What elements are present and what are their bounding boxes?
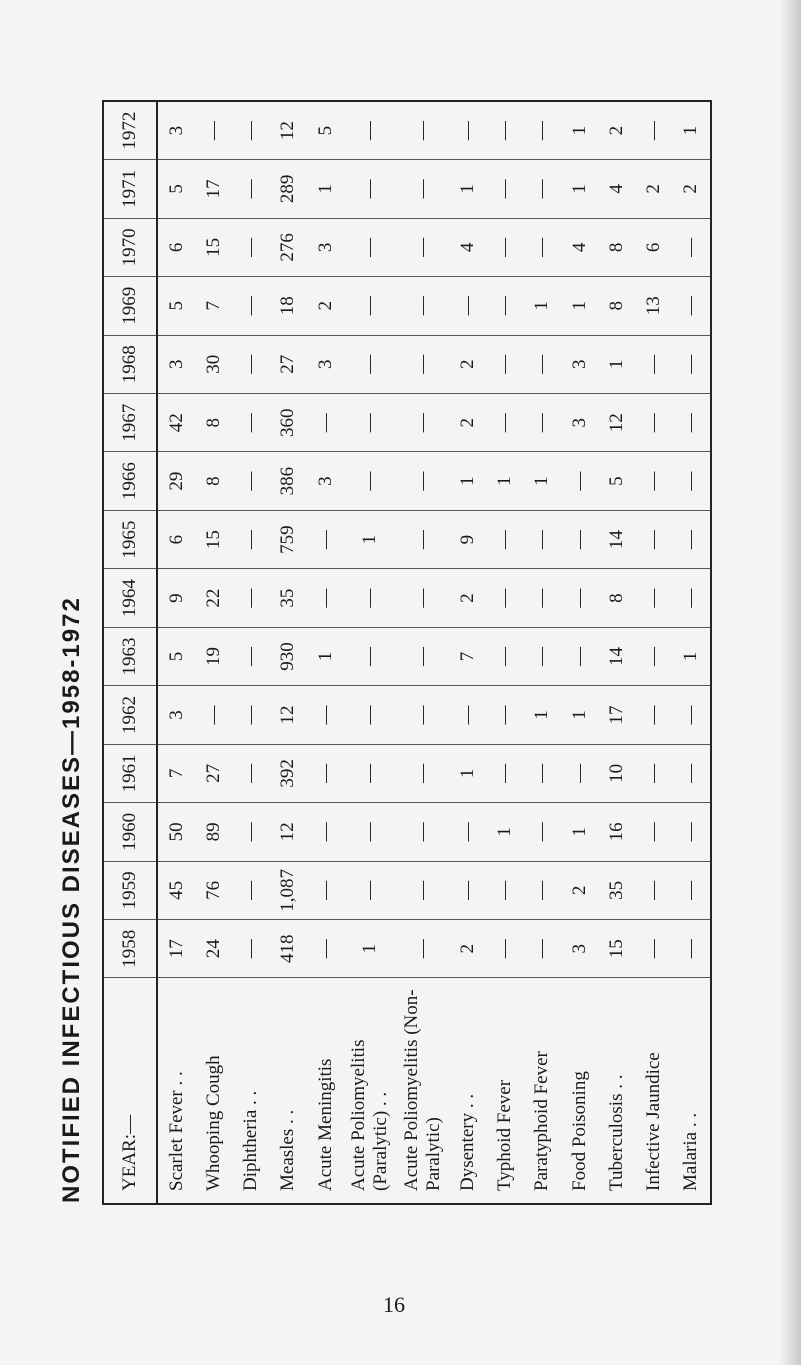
page-title: NOTIFIED INFECTIOUS DISEASES—1958-1972 (58, 596, 85, 1203)
case-count-cell: — (307, 510, 344, 568)
table-row (270, 101, 307, 1204)
case-count-cell: 27 (195, 744, 232, 802)
case-count-cell: — (344, 218, 397, 276)
case-count-cell: — (307, 861, 344, 919)
case-count-cell: — (233, 218, 270, 276)
case-count-cell: — (233, 920, 270, 978)
case-count-cell: 19 (195, 627, 232, 685)
case-count-cell: 13 (635, 277, 672, 335)
table-row (487, 101, 524, 1204)
case-count-cell: 1 (449, 744, 486, 802)
year-column-header: 1960 (103, 803, 157, 861)
case-count-cell: 12 (270, 686, 307, 744)
case-count-cell: — (487, 510, 524, 568)
case-count-cell: 1 (524, 277, 561, 335)
case-count-cell: 1 (561, 277, 598, 335)
case-count-cell: 5 (157, 627, 195, 685)
year-column-header: 1959 (103, 861, 157, 919)
year-column-header: 1962 (103, 686, 157, 744)
disease-name: Food Poisoning (568, 1071, 590, 1191)
disease-name: Whooping Cough (202, 1055, 224, 1191)
case-count-cell: 5 (307, 101, 344, 160)
case-count-cell: — (397, 920, 450, 978)
case-count-cell: — (397, 686, 450, 744)
case-count-cell: — (487, 627, 524, 685)
case-count-cell: 2 (449, 569, 486, 627)
case-count-cell: — (524, 510, 561, 568)
case-count-cell: 1,087 (270, 861, 307, 919)
case-count-cell: — (487, 218, 524, 276)
case-count-cell: — (233, 452, 270, 510)
disease-name: Measles . . (277, 1109, 299, 1191)
case-count-cell: 3 (157, 101, 195, 160)
table-row (561, 101, 598, 1204)
case-count-cell: — (233, 627, 270, 685)
case-count-cell: 6 (157, 510, 195, 568)
disease-name: Paratyphoid Fever (531, 1051, 553, 1191)
year-column-header: 1970 (103, 218, 157, 276)
case-count-cell: — (635, 803, 672, 861)
case-count-cell: — (307, 744, 344, 802)
disease-name: Acute Poliomyelitis (Paralytic) . . (348, 1039, 392, 1191)
case-count-cell: 1 (673, 627, 711, 685)
case-count-cell: — (561, 510, 598, 568)
table-row (673, 101, 711, 1204)
case-count-cell: 1 (598, 335, 635, 393)
case-count-cell: 1 (561, 686, 598, 744)
case-count-cell: 76 (195, 861, 232, 919)
case-count-cell: 17 (195, 160, 232, 218)
case-count-cell: 30 (195, 335, 232, 393)
case-count-cell: — (344, 393, 397, 451)
table-row (195, 101, 232, 1204)
case-count-cell: — (673, 861, 711, 919)
case-count-cell: 8 (195, 393, 232, 451)
case-count-cell: — (487, 335, 524, 393)
year-column-header: 1966 (103, 452, 157, 510)
case-count-cell: 17 (157, 920, 195, 978)
case-count-cell: 12 (598, 393, 635, 451)
case-count-cell: 24 (195, 920, 232, 978)
case-count-cell: — (233, 686, 270, 744)
case-count-cell: 2 (635, 160, 672, 218)
case-count-cell: — (397, 218, 450, 276)
case-count-cell: 4 (598, 160, 635, 218)
year-column-header: 1972 (103, 101, 157, 160)
case-count-cell: 8 (598, 277, 635, 335)
year-column-header: 1968 (103, 335, 157, 393)
case-count-cell: 1 (524, 686, 561, 744)
case-count-cell: — (307, 686, 344, 744)
case-count-cell: 7 (195, 277, 232, 335)
case-count-cell: — (233, 160, 270, 218)
disease-name: Scarlet Fever . . (165, 1071, 187, 1191)
disease-name: Malaria . . (680, 1112, 702, 1191)
year-column-header: 1964 (103, 569, 157, 627)
case-count-cell: 8 (598, 569, 635, 627)
disease-name: Tuberculosis . . (605, 1074, 627, 1191)
case-count-cell: — (233, 277, 270, 335)
case-count-cell: — (397, 393, 450, 451)
year-column-header: 1971 (103, 160, 157, 218)
case-count-cell: — (673, 803, 711, 861)
case-count-cell: — (449, 101, 486, 160)
case-count-cell: 3 (561, 920, 598, 978)
case-count-cell: 1 (673, 101, 711, 160)
case-count-cell: 6 (157, 218, 195, 276)
case-count-cell: — (635, 627, 672, 685)
case-count-cell: 1 (307, 627, 344, 685)
case-count-cell: — (397, 101, 450, 160)
case-count-cell: — (344, 744, 397, 802)
case-count-cell: 9 (157, 569, 195, 627)
case-count-cell: 1 (344, 920, 397, 978)
case-count-cell: 2 (449, 920, 486, 978)
case-count-cell: — (487, 744, 524, 802)
case-count-cell: — (233, 569, 270, 627)
case-count-cell: 3 (307, 335, 344, 393)
case-count-cell: — (344, 335, 397, 393)
case-count-cell: 276 (270, 218, 307, 276)
case-count-cell: — (673, 277, 711, 335)
case-count-cell: 12 (270, 101, 307, 160)
case-count-cell: — (487, 101, 524, 160)
case-count-cell: — (524, 160, 561, 218)
case-count-cell: 1 (487, 803, 524, 861)
case-count-cell: 35 (598, 861, 635, 919)
case-count-cell: — (344, 277, 397, 335)
case-count-cell: 5 (598, 452, 635, 510)
table-row (233, 101, 270, 1204)
case-count-cell: — (487, 686, 524, 744)
case-count-cell: — (561, 744, 598, 802)
disease-name: Dysentery . . (456, 1093, 478, 1191)
case-count-cell: 8 (598, 218, 635, 276)
case-count-cell: — (233, 744, 270, 802)
year-column-header: 1965 (103, 510, 157, 568)
case-count-cell: 2 (673, 160, 711, 218)
case-count-cell: — (449, 686, 486, 744)
case-count-cell: 1 (561, 101, 598, 160)
table-row (397, 101, 450, 1204)
case-count-cell: 9 (449, 510, 486, 568)
case-count-cell: — (487, 920, 524, 978)
case-count-cell: — (307, 569, 344, 627)
case-count-cell: 360 (270, 393, 307, 451)
case-count-cell: — (397, 744, 450, 802)
case-count-cell: — (307, 920, 344, 978)
case-count-cell: 930 (270, 627, 307, 685)
disease-table-rotated (102, 100, 712, 1205)
case-count-cell: 3 (561, 393, 598, 451)
case-count-cell: — (397, 452, 450, 510)
case-count-cell: — (397, 510, 450, 568)
case-count-cell: 14 (598, 510, 635, 568)
case-count-cell: 42 (157, 393, 195, 451)
case-count-cell: 386 (270, 452, 307, 510)
case-count-cell: 8 (195, 452, 232, 510)
case-count-cell: — (397, 160, 450, 218)
case-count-cell: 1 (561, 160, 598, 218)
table-row (344, 101, 397, 1204)
table-row (598, 101, 635, 1204)
disease-name: Infective Jaundice (642, 1052, 664, 1191)
table-row (157, 101, 195, 1204)
case-count-cell: 759 (270, 510, 307, 568)
case-count-cell: 4 (449, 218, 486, 276)
case-count-cell: 12 (270, 803, 307, 861)
case-count-cell: — (673, 218, 711, 276)
case-count-cell: 18 (270, 277, 307, 335)
case-count-cell: — (673, 452, 711, 510)
page-number: 16 (383, 1292, 405, 1317)
case-count-cell: 2 (449, 393, 486, 451)
case-count-cell: 3 (157, 686, 195, 744)
case-count-cell: — (397, 803, 450, 861)
case-count-cell: — (561, 452, 598, 510)
case-count-cell: — (487, 861, 524, 919)
case-count-cell: — (487, 277, 524, 335)
year-column-header: 1958 (103, 920, 157, 978)
case-count-cell: — (635, 569, 672, 627)
case-count-cell: — (673, 510, 711, 568)
case-count-cell: — (397, 335, 450, 393)
case-count-cell: 392 (270, 744, 307, 802)
case-count-cell: 7 (157, 744, 195, 802)
case-count-cell: — (344, 627, 397, 685)
case-count-cell: — (233, 335, 270, 393)
case-count-cell: — (449, 277, 486, 335)
case-count-cell: — (307, 393, 344, 451)
case-count-cell: — (561, 569, 598, 627)
case-count-cell: — (524, 335, 561, 393)
case-count-cell: 1 (307, 160, 344, 218)
year-column-header: 1969 (103, 277, 157, 335)
case-count-cell: — (487, 393, 524, 451)
case-count-cell: 2 (598, 101, 635, 160)
case-count-cell: — (397, 569, 450, 627)
year-column-header: 1963 (103, 627, 157, 685)
case-count-cell: 1 (561, 803, 598, 861)
case-count-cell: — (635, 510, 672, 568)
case-count-cell: 16 (598, 803, 635, 861)
case-count-cell: — (673, 393, 711, 451)
case-count-cell: — (397, 627, 450, 685)
case-count-cell: — (397, 861, 450, 919)
case-count-cell: 17 (598, 686, 635, 744)
disease-name: Diphtheria . . (240, 1090, 262, 1191)
table-row (524, 101, 561, 1204)
case-count-cell: — (344, 686, 397, 744)
disease-name: Typhoid Fever (494, 1079, 516, 1191)
case-count-cell: 3 (157, 335, 195, 393)
case-count-cell: 27 (270, 335, 307, 393)
page-edge-shadow (779, 0, 801, 1365)
case-count-cell: — (233, 393, 270, 451)
case-count-cell: 1 (524, 452, 561, 510)
case-count-cell: — (524, 920, 561, 978)
case-count-cell: 6 (635, 218, 672, 276)
case-count-cell: — (524, 218, 561, 276)
case-count-cell: — (635, 335, 672, 393)
case-count-cell: 15 (195, 510, 232, 568)
case-count-cell: — (307, 803, 344, 861)
case-count-cell: — (487, 160, 524, 218)
case-count-cell: 1 (449, 452, 486, 510)
case-count-cell: 289 (270, 160, 307, 218)
case-count-cell: 418 (270, 920, 307, 978)
case-count-cell: — (524, 803, 561, 861)
disease-name: Acute Meningitis (314, 1058, 336, 1191)
case-count-cell: 2 (307, 277, 344, 335)
table-row (449, 101, 486, 1204)
case-count-cell: 15 (195, 218, 232, 276)
case-count-cell: — (635, 393, 672, 451)
case-count-cell: — (344, 452, 397, 510)
case-count-cell: — (561, 627, 598, 685)
case-count-cell: 7 (449, 627, 486, 685)
case-count-cell: — (635, 686, 672, 744)
case-count-cell: 5 (157, 277, 195, 335)
case-count-cell: 50 (157, 803, 195, 861)
case-count-cell: 3 (561, 335, 598, 393)
case-count-cell: — (487, 569, 524, 627)
case-count-cell: — (344, 160, 397, 218)
case-count-cell: — (397, 277, 450, 335)
case-count-cell: 2 (449, 335, 486, 393)
case-count-cell: — (195, 101, 232, 160)
table-row (307, 101, 344, 1204)
case-count-cell: — (635, 920, 672, 978)
case-count-cell: 1 (487, 452, 524, 510)
year-header-row (103, 101, 157, 1204)
case-count-cell: 35 (270, 569, 307, 627)
disease-name: Acute Poliomyelitis (Non-Paralytic) (401, 989, 444, 1191)
case-count-cell: — (195, 686, 232, 744)
case-count-cell: — (233, 510, 270, 568)
case-count-cell: — (449, 861, 486, 919)
case-count-cell: 15 (598, 920, 635, 978)
year-column-header: 1967 (103, 393, 157, 451)
case-count-cell: — (635, 101, 672, 160)
case-count-cell: — (344, 861, 397, 919)
case-count-cell: — (673, 335, 711, 393)
case-count-cell: 5 (157, 160, 195, 218)
case-count-cell: — (673, 744, 711, 802)
case-count-cell: — (524, 393, 561, 451)
case-count-cell: — (233, 803, 270, 861)
disease-table (102, 100, 712, 1205)
case-count-cell: — (524, 101, 561, 160)
case-count-cell: 29 (157, 452, 195, 510)
case-count-cell: 89 (195, 803, 232, 861)
case-count-cell: 1 (344, 510, 397, 568)
case-count-cell: — (344, 101, 397, 160)
case-count-cell: — (673, 920, 711, 978)
case-count-cell: 10 (598, 744, 635, 802)
year-column-header: 1961 (103, 744, 157, 802)
case-count-cell: — (524, 627, 561, 685)
case-count-cell: 2 (561, 861, 598, 919)
case-count-cell: — (673, 686, 711, 744)
case-count-cell: — (635, 744, 672, 802)
case-count-cell: — (344, 803, 397, 861)
case-count-cell: 3 (307, 452, 344, 510)
case-count-cell: — (524, 861, 561, 919)
case-count-cell: 14 (598, 627, 635, 685)
case-count-cell: 4 (561, 218, 598, 276)
case-count-cell: 3 (307, 218, 344, 276)
case-count-cell: — (635, 861, 672, 919)
case-count-cell: 45 (157, 861, 195, 919)
case-count-cell: 1 (449, 160, 486, 218)
case-count-cell: — (233, 101, 270, 160)
year-header-label: YEAR:— (103, 978, 157, 1204)
case-count-cell: — (344, 569, 397, 627)
case-count-cell: — (524, 569, 561, 627)
case-count-cell: — (233, 861, 270, 919)
case-count-cell: — (635, 452, 672, 510)
case-count-cell: — (524, 744, 561, 802)
table-row (635, 101, 672, 1204)
table-body (157, 101, 711, 1204)
case-count-cell: — (673, 569, 711, 627)
case-count-cell: — (449, 803, 486, 861)
case-count-cell: 22 (195, 569, 232, 627)
